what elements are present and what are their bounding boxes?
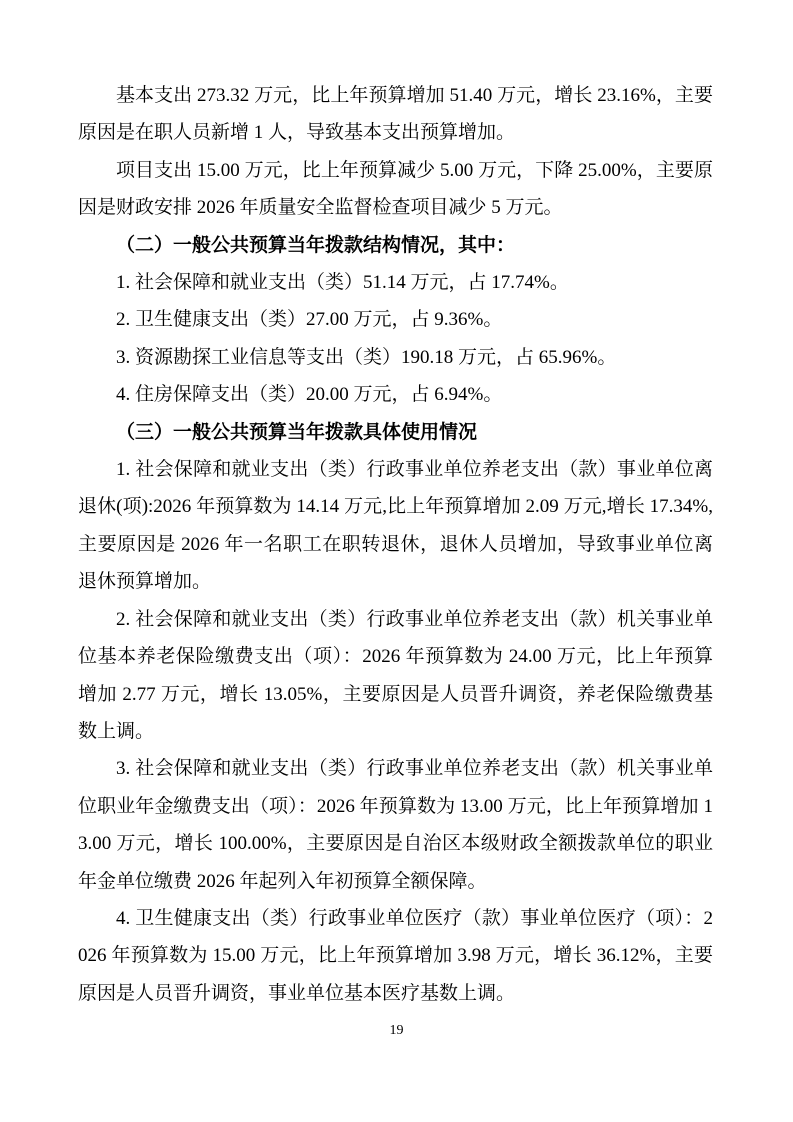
paragraph-detail-medical: 4. 卫生健康支出（类）行政事业单位医疗（款）事业单位医疗（项）：2026 年预算数为 15.00 万元，比上年预算增加 3.98 万元，增长 36.12%，主要原因是人员晋升调资，事业单位基本医疗基数上调。 bbox=[78, 907, 713, 1004]
paragraph-detail-occupational-annuity: 3. 社会保障和就业支出（类）行政事业单位养老支出（款）机关事业单位职业年金缴费支出（项）：2026 年预算数为 13.00 万元，比上年预算增加 13.00 万元，增长 100.00%，主要原因是自治区本级财政全额拨款单位的职业年金单位缴费 2026 年起列入年初预算全额保障。 bbox=[78, 758, 713, 892]
list-item-social-security: 1. 社会保障和就业支出（类）51.14 万元，占 17.74%。 bbox=[116, 272, 569, 294]
document-body bbox=[78, 77, 713, 1012]
list-item-resource-exploration: 3. 资源勘探工业信息等支出（类）190.18 万元，占 65.96%。 bbox=[116, 346, 617, 368]
page-number: 19 bbox=[389, 1023, 404, 1038]
list-item-housing: 4. 住房保障支出（类）20.00 万元，占 6.94%。 bbox=[116, 384, 503, 406]
paragraph-detail-pension-retirement: 1. 社会保障和就业支出（类）行政事业单位养老支出（款）事业单位离退休(项):2026 年预算数为 14.14 万元,比上年预算增加 2.09 万元,增长 17.34%,主要原因是 2026 年一名职工在职转退休，退休人员增加，导致事业单位离退休预算增加。 bbox=[78, 459, 713, 593]
paragraph-project-expenditure: 项目支出 15.00 万元，比上年预算减少 5.00 万元，下降 25.00%，主要原因是财政安排 2026 年质量安全监督检查项目减少 5 万元。 bbox=[78, 159, 713, 219]
paragraph-detail-basic-pension-insurance: 2. 社会保障和就业支出（类）行政事业单位养老支出（款）机关事业单位基本养老保险缴费支出（项）：2026 年预算数为 24.00 万元，比上年预算增加 2.77 万元，增长 13.05%，主要原因是人员晋升调资，养老保险缴费基数上调。 bbox=[78, 608, 713, 742]
list-item-health: 2. 卫生健康支出（类）27.00 万元，占 9.36%。 bbox=[116, 309, 503, 331]
section-heading-2: （二）一般公共预算当年拨款结构情况，其中： bbox=[116, 234, 516, 256]
section-heading-3: （三）一般公共预算当年拨款具体使用情况 bbox=[116, 421, 478, 443]
paragraph-basic-expenditure: 基本支出 273.32 万元，比上年预算增加 51.40 万元，增长 23.16%，主要原因是在职人员新增 1 人，导致基本支出预算增加。 bbox=[78, 85, 713, 144]
